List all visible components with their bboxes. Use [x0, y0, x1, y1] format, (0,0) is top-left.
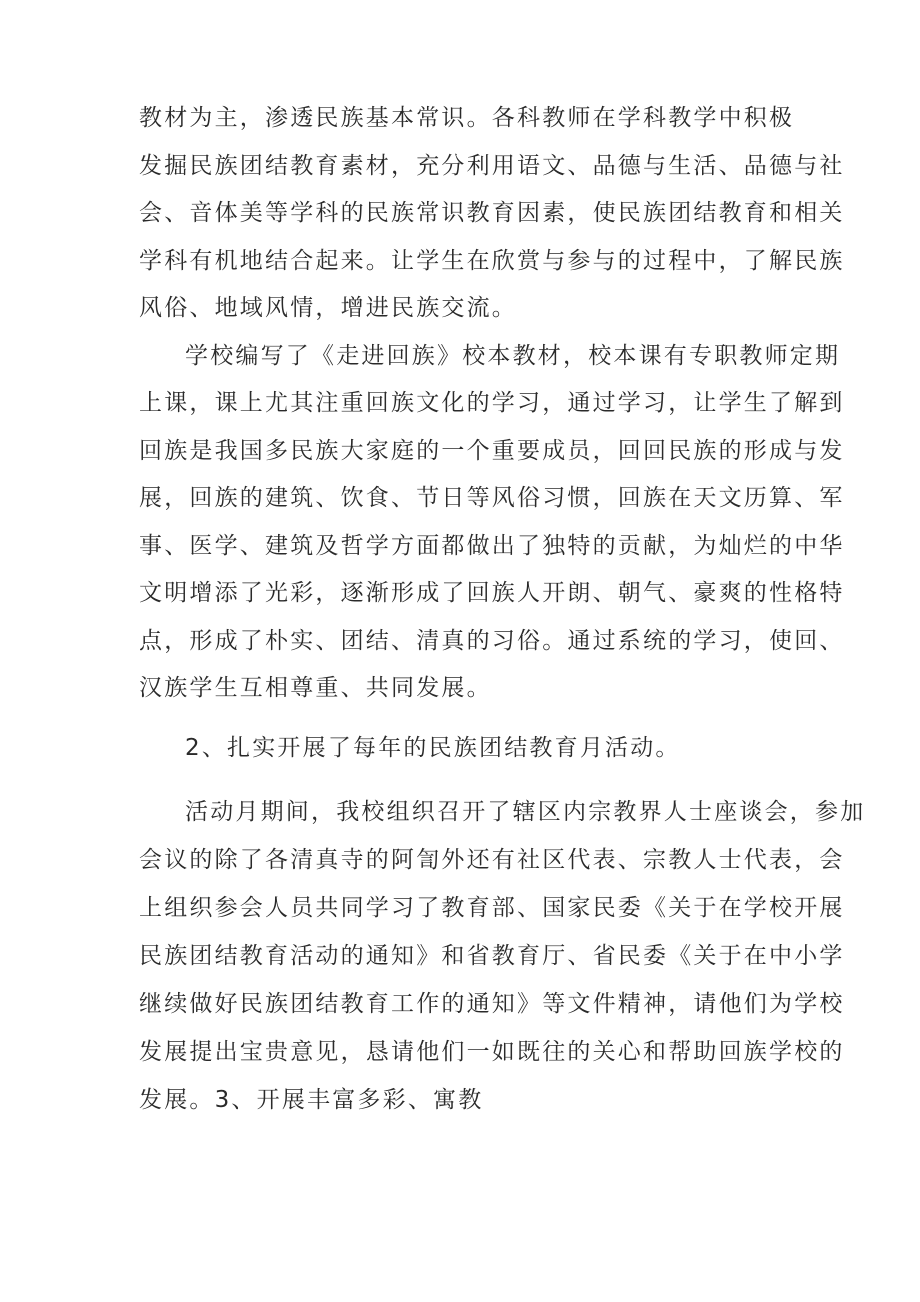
section-heading: 2、扎实开展了每年的民族团结教育月活动。 — [185, 735, 681, 761]
text-line: 学校编写了《走进回族》校本教材，校本课有专职教师定期 — [185, 343, 841, 369]
text-line: 继续做好民族团结教育工作的通知》等文件精神，请他们为学校 — [139, 991, 845, 1017]
text-line: 发展提出宝贵意见，恳请他们一如既往的关心和帮助回族学校的 — [139, 1039, 845, 1065]
text-line: 文明增添了光彩，逐渐形成了回族人开朗、朝气、豪爽的性格特 — [139, 580, 845, 606]
text-line: 风俗、地域风情，增进民族交流。 — [139, 295, 517, 321]
text-line: 民族团结教育活动的通知》和省教育厅、省民委《关于在中小学 — [139, 943, 845, 969]
text-line: 教材为主，渗透民族基本常识。各科教师在学科教学中积极 — [139, 105, 795, 131]
text-line: 学科有机地结合起来。让学生在欣赏与参与的过程中，了解民族 — [139, 248, 845, 274]
text-line: 点，形成了朴实、团结、清真的习俗。通过系统的学习，使回、 — [139, 628, 845, 654]
text-line: 发掘民族团结教育素材，充分利用语文、品德与生活、品德与社 — [139, 153, 845, 179]
text-line: 上课，课上尤其注重回族文化的学习，通过学习，让学生了解到 — [139, 390, 845, 416]
text-line: 回族是我国多民族大家庭的一个重要成员，回回民族的形成与发 — [139, 438, 845, 464]
text-line: 会、音体美等学科的民族常识教育因素，使民族团结教育和相关 — [139, 200, 845, 226]
text-line: 汉族学生互相尊重、共同发展。 — [139, 675, 492, 701]
text-line: 会议的除了各清真寺的阿訇外还有社区代表、宗教人士代表，会 — [139, 847, 845, 873]
text-line: 上组织参会人员共同学习了教育部、国家民委《关于在学校开展 — [139, 895, 845, 921]
text-line: 展，回族的建筑、饮食、节日等风俗习惯，回族在天文历算、军 — [139, 485, 845, 511]
text-line: 发展。3、开展丰富多彩、寓教 — [139, 1087, 484, 1113]
text-line: 事、医学、建筑及哲学方面都做出了独特的贡献，为灿烂的中华 — [139, 533, 845, 559]
text-line: 活动月期间，我校组织召开了辖区内宗教界人士座谈会，参加 — [185, 799, 866, 825]
